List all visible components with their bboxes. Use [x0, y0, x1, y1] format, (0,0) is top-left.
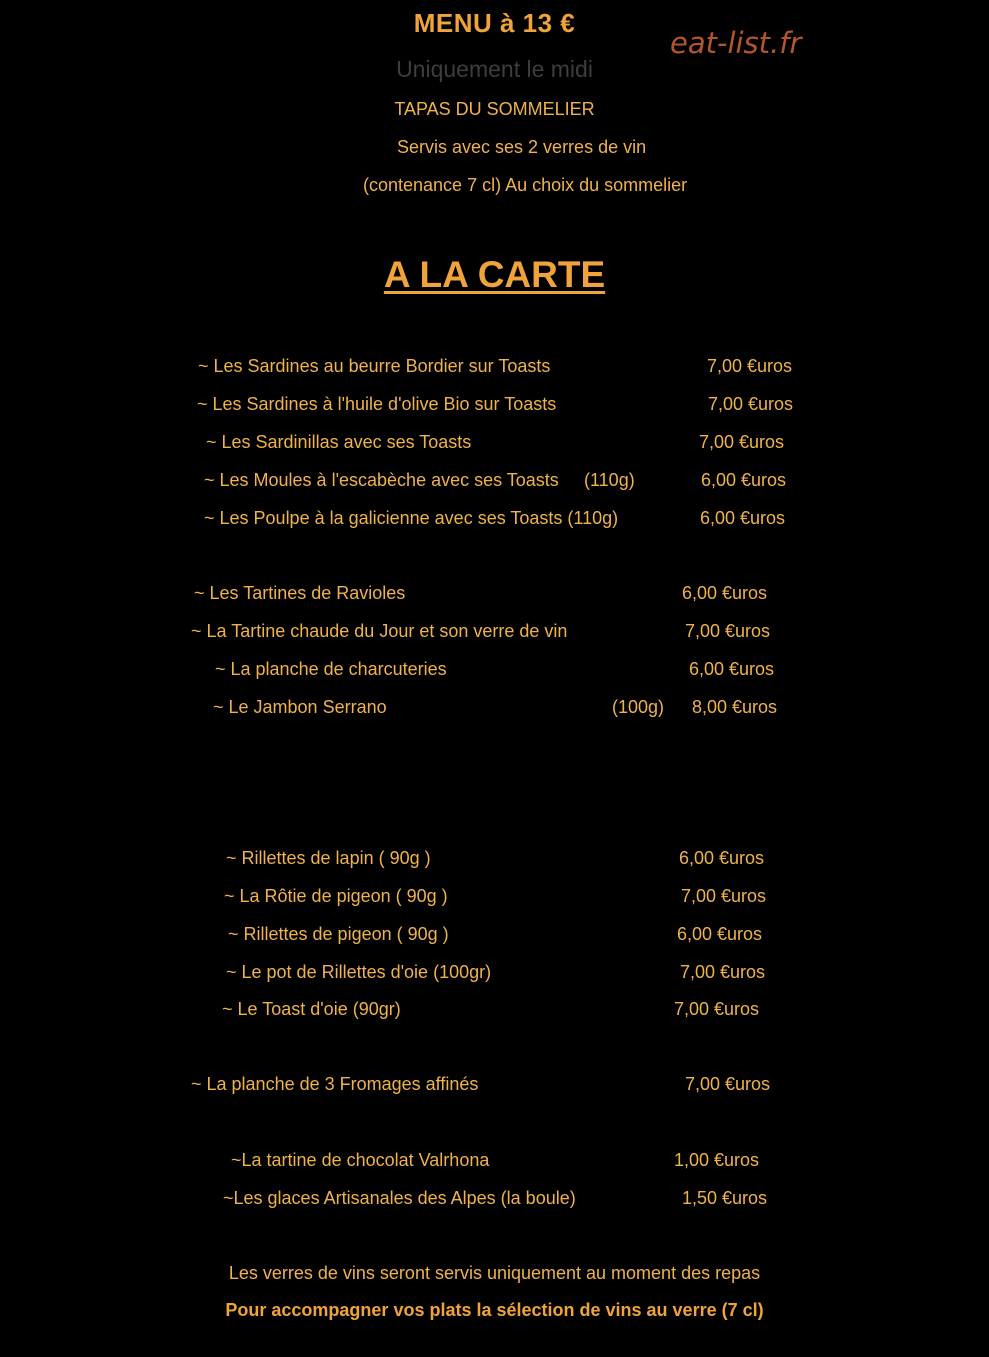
item-weight: (110g) — [584, 470, 635, 490]
item-name: ~Les glaces Artisanales des Alpes (la boule) — [223, 1188, 576, 1208]
carte-heading: A LA CARTE — [383, 254, 606, 295]
item-name: ~La tartine de chocolat Valrhona — [231, 1150, 490, 1170]
item-price: 8,00 €uros — [692, 697, 778, 717]
watermark-logo: eat-list.fr — [670, 26, 802, 60]
footer-note: Les verres de vins seront servis uniquement au moment des repas — [228, 1263, 761, 1283]
item-price: 6,00 €uros — [689, 659, 775, 679]
tapas-label: TAPAS DU SOMMELIER — [394, 99, 595, 119]
item-price: 7,00 €uros — [680, 962, 766, 982]
item-name: ~ Les Sardinillas avec ses Toasts — [206, 432, 472, 452]
item-price: 1,50 €uros — [682, 1188, 768, 1208]
item-price: 6,00 €uros — [679, 848, 765, 868]
item-price: 7,00 €uros — [708, 394, 794, 414]
item-price: 7,00 €uros — [674, 999, 760, 1019]
item-name: ~ La planche de 3 Fromages affinés — [191, 1074, 479, 1094]
item-name: ~ Les Poulpe à la galicienne avec ses Toasts (110g) — [204, 508, 619, 528]
menu-subtitle: Uniquement le midi — [396, 56, 593, 82]
contenance-text: (contenance 7 cl) Au choix du sommelier — [363, 175, 688, 195]
item-price: 7,00 €uros — [685, 621, 771, 641]
servis-text: Servis avec ses 2 verres de vin — [397, 137, 647, 157]
item-price: 6,00 €uros — [700, 508, 786, 528]
item-price: 6,00 €uros — [701, 470, 787, 490]
item-name: ~ Les Sardines au beurre Bordier sur Toasts — [198, 356, 551, 376]
item-weight: (100g) — [612, 697, 665, 717]
item-name: ~ Le Toast d'oie (90gr) — [222, 999, 401, 1019]
item-price: 7,00 €uros — [707, 356, 793, 376]
item-price: 6,00 €uros — [677, 924, 763, 944]
item-price: 7,00 €uros — [681, 886, 767, 906]
item-name: ~ La Tartine chaude du Jour et son verre de vin — [191, 621, 568, 641]
item-price: 1,00 €uros — [674, 1150, 760, 1170]
item-name: ~ Les Moules à l'escabèche avec ses Toasts — [204, 470, 559, 490]
footer-wine-selection: Pour accompagner vos plats la sélection de vins au verre (7 cl) — [225, 1300, 764, 1320]
item-name: ~ La planche de charcuteries — [215, 659, 447, 679]
item-name: ~ Les Tartines de Ravioles — [194, 583, 406, 603]
item-name: ~ Les Sardines à l'huile d'olive Bio sur Toasts — [197, 394, 557, 414]
item-price: 6,00 €uros — [682, 583, 768, 603]
item-price: 7,00 €uros — [685, 1074, 771, 1094]
item-name: ~ Rillettes de lapin ( 90g ) — [226, 848, 431, 868]
item-price: 7,00 €uros — [699, 432, 785, 452]
item-name: ~ Le pot de Rillettes d'oie (100gr) — [226, 962, 492, 982]
item-name: ~ Rillettes de pigeon ( 90g ) — [228, 924, 449, 944]
menu-title: MENU à 13 € — [413, 8, 576, 38]
item-name: ~ La Rôtie de pigeon ( 90g ) — [224, 886, 448, 906]
item-name: ~ Le Jambon Serrano — [213, 697, 387, 717]
